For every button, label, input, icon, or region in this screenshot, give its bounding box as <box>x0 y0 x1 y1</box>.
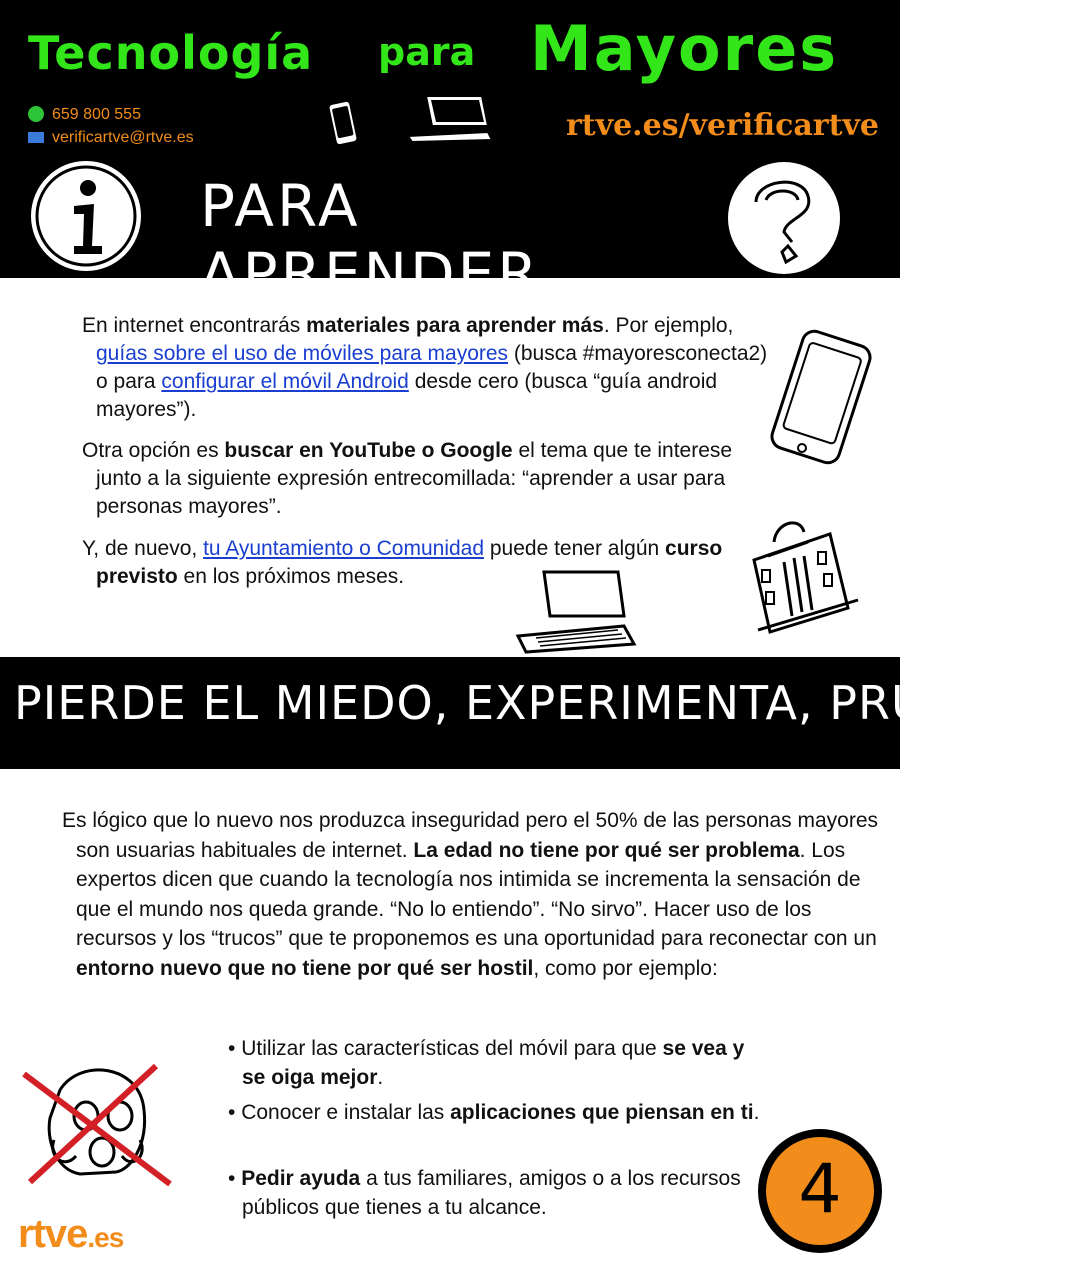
text-span: . <box>377 1066 384 1089</box>
text-span: en los próximos meses. <box>177 565 405 588</box>
text-span: , como por ejemplo: <box>533 956 718 980</box>
bold-span: curso previsto <box>96 537 723 588</box>
text-span: puede tener algún <box>484 537 666 560</box>
bold-span: buscar en YouTube o Google <box>224 439 513 462</box>
info-icon <box>28 158 144 274</box>
laptop-sketch-icon <box>404 92 494 144</box>
laptop-sketch-icon <box>514 566 638 658</box>
paragraph-ayuntamiento <box>82 535 766 591</box>
text-span: Otra opción es <box>82 439 225 462</box>
website-link[interactable]: rtve.es/verificartve <box>566 108 879 143</box>
bullet-item <box>228 1034 772 1092</box>
bold-span: entorno nuevo que no tiene por qué ser hostil <box>76 956 534 980</box>
phone-sketch-icon <box>756 322 886 472</box>
mail-icon <box>28 132 44 143</box>
link-ayuntamiento[interactable]: tu Ayuntamiento o Comunidad <box>203 537 485 560</box>
text-span: Utilizar las características del móvil para que <box>241 1037 663 1060</box>
phone-sketch-icon <box>326 98 366 150</box>
link-guias-moviles[interactable]: guías sobre el uso de móviles para mayores <box>96 342 509 365</box>
text-span: el tema que te interese junto a la siguiente expresión entrecomillada: “aprender a usar para personas mayores”. <box>96 439 733 518</box>
bold-span: se vea y se oiga mejor <box>242 1037 745 1089</box>
email-address: verificartve@rtve.es <box>52 129 194 146</box>
phone-contact[interactable] <box>28 106 141 124</box>
rtve-logo[interactable] <box>18 1212 123 1257</box>
logo-main: rtve <box>18 1212 88 1256</box>
bold-span: aplicaciones que piensan en ti <box>450 1101 754 1124</box>
email-contact[interactable] <box>28 129 194 147</box>
text-span: En internet encontrarás <box>82 314 307 337</box>
text-span: . Por ejemplo, <box>603 314 734 337</box>
link-configurar-android[interactable]: configurar el móvil Android <box>161 370 409 393</box>
building-icon <box>748 512 864 636</box>
text-span: Es lógico que lo nuevo nos produzca inseguridad pero el 50% de las personas mayores son usuarias habituales de internet. <box>62 809 879 862</box>
section-title-aprender: PARA APRENDER <box>200 172 541 308</box>
question-icon <box>726 160 842 278</box>
title-word-mayores: Mayores <box>530 12 839 85</box>
phone-number: 659 800 555 <box>52 106 141 123</box>
section-title-pierde-miedo: PIERDE EL MIEDO, EXPERIMENTA, PRUEBA... <box>14 676 1067 730</box>
text-span: Conocer e instalar las <box>241 1101 451 1124</box>
text-span: . Los expertos dicen que cuando la tecnología nos intimida se incrementa la sensación de que el mundo nos queda grande. “No lo entiendo”. “No sirvo”. Hacer uso de los recursos y los “trucos” que te proponemos es una oportunidad para reconectar con un <box>76 838 877 950</box>
text-span: desde cero (busca “guía android mayores”). <box>96 370 718 421</box>
text-span: (busca #mayoresconecta2) o para <box>96 342 768 393</box>
bullet-dot: • <box>228 1037 242 1060</box>
bold-span: Pedir ayuda <box>241 1167 361 1190</box>
logo-suffix: .es <box>87 1222 124 1253</box>
text-span: Y, de nuevo, <box>82 537 204 560</box>
bullet-dot: • <box>228 1101 242 1124</box>
scared-face-icon <box>20 1060 176 1190</box>
title-word-tecnologia: Tecnología <box>28 26 314 80</box>
paragraph-inseguridad <box>62 806 886 983</box>
text-span: a tus familiares, amigos o a los recursos públicos que tienes a tu alcance. <box>242 1167 741 1219</box>
text-span: . <box>753 1101 760 1124</box>
page-number: 4 <box>798 1150 842 1229</box>
whatsapp-icon <box>28 106 44 122</box>
bullet-dot: • <box>228 1167 242 1190</box>
paragraph-youtube <box>82 437 756 521</box>
paragraph-materials <box>82 312 776 424</box>
bullet-item <box>228 1164 772 1222</box>
bold-span: La edad no tiene por qué ser problema <box>413 838 800 862</box>
title-word-para: para <box>378 30 476 74</box>
bold-span: materiales para aprender más <box>306 314 604 337</box>
page-title <box>20 8 880 88</box>
bullet-item <box>228 1098 772 1127</box>
